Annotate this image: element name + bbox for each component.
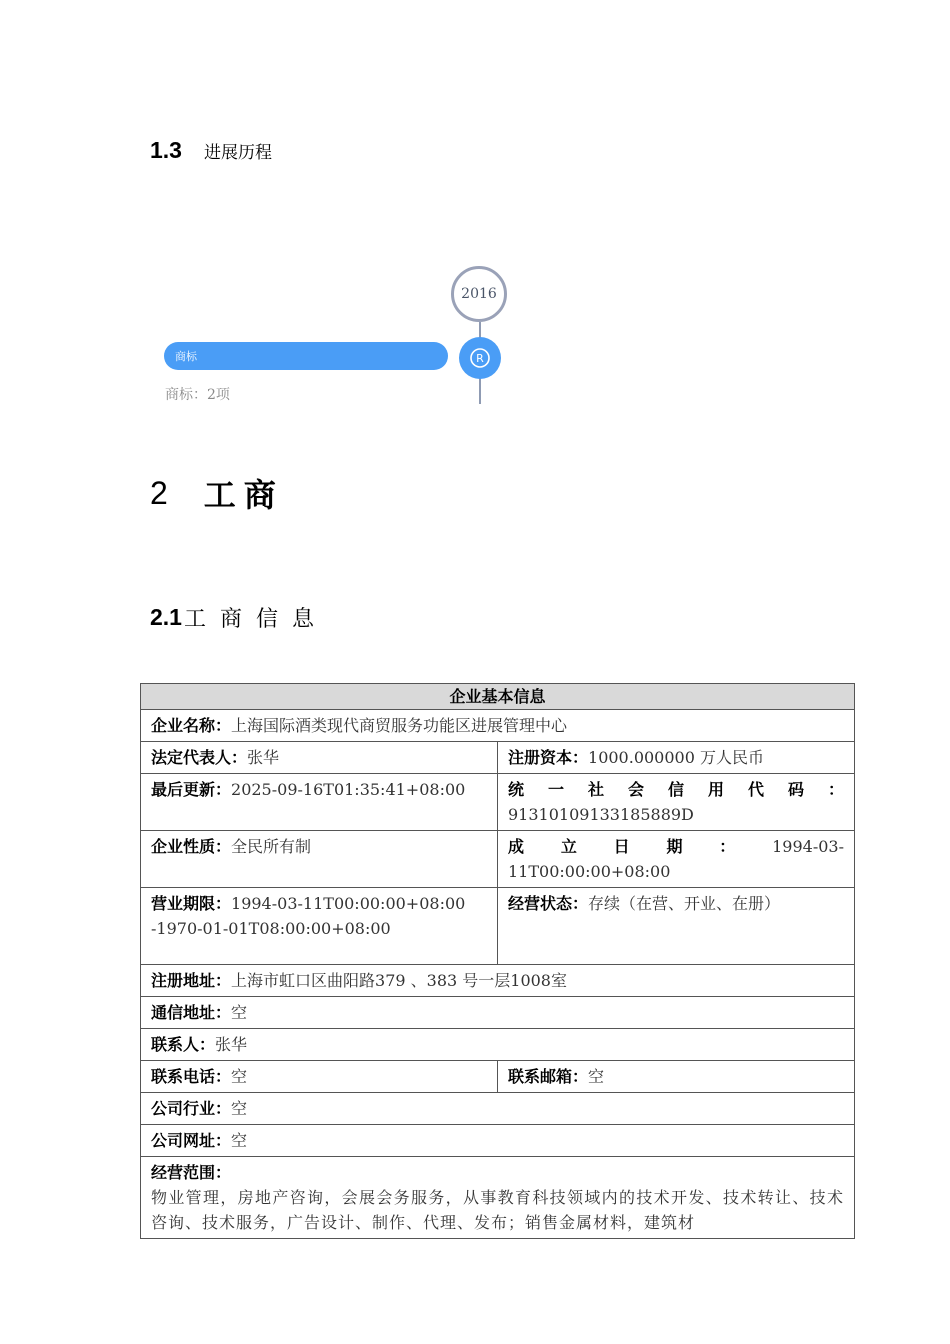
mail-address-cell: 通信地址：空 (141, 997, 855, 1029)
table-row (141, 965, 855, 997)
email-cell: 联系邮箱：空 (498, 1061, 855, 1093)
nature-cell: 企业性质：全民所有制 (141, 831, 498, 888)
website-cell: 公司网址：空 (141, 1125, 855, 1157)
timeline-bar-label: 商标 (175, 350, 197, 363)
table-row (141, 831, 855, 888)
term-cell: 营业期限：1994-03-11T00:00:00+08:00 -1970-01-01T08:00:00+08:00 (141, 888, 498, 965)
table-row (141, 1061, 855, 1093)
progress-timeline (0, 0, 950, 420)
section-title: 进展历程 (203, 142, 272, 163)
table-row (141, 997, 855, 1029)
table-row (141, 1157, 855, 1239)
company-name-cell: 企业名称：上海国际酒类现代商贸服务功能区进展管理中心 (141, 710, 855, 742)
table-row (141, 888, 855, 965)
timeline-bar (164, 342, 448, 370)
status-cell: 经营状态：存续（在营、开业、在册） (498, 888, 855, 965)
section-number: 1.3 (150, 136, 182, 163)
table-row (141, 710, 855, 742)
table-header: 企业基本信息 (141, 684, 855, 710)
timeline-note: 商标：2项 (165, 387, 230, 403)
reg-capital-cell: 注册资本：1000.000000 万人民币 (498, 742, 855, 774)
table-row (141, 1093, 855, 1125)
svg-text:R: R (476, 352, 484, 366)
phone-cell: 联系电话：空 (141, 1061, 498, 1093)
reg-address-cell: 注册地址：上海市虹口区曲阳路379 、383 号一层1008室 (141, 965, 855, 997)
contact-cell: 联系人：张华 (141, 1029, 855, 1061)
registered-trademark-icon (459, 337, 501, 379)
table-row (141, 774, 855, 831)
founded-cell: 成立日期：1994-03- 11T00:00:00+08:00 (498, 831, 855, 888)
last-update-cell: 最后更新：2025-09-16T01:35:41+08:00 (141, 774, 498, 831)
section-number: 2 (150, 474, 168, 511)
legal-rep-cell: 法定代表人：张华 (141, 742, 498, 774)
section-2-heading (150, 473, 284, 513)
section-2-1-heading (150, 601, 328, 633)
section-title: 工商 (203, 476, 284, 514)
timeline-year-node (451, 266, 507, 322)
industry-cell: 公司行业：空 (141, 1093, 855, 1125)
section-number: 2.1 (150, 603, 182, 630)
table-row (141, 1125, 855, 1157)
table-row (141, 1029, 855, 1061)
timeline-year: 2016 (461, 286, 497, 302)
section-title: 工商信息 (183, 606, 328, 632)
scope-cell: 经营范围： 物业管理，房地产咨询，会展会务服务，从事教育科技领域内的技术开发、技术转让、技术咨询、技术服务，广告设计、制作、代理、发布；销售金属材料，建筑材 (141, 1157, 855, 1239)
table-row (141, 742, 855, 774)
credit-code-cell: 统一社会信用代码： 91310109133185889D (498, 774, 855, 831)
business-info-table (140, 683, 855, 1239)
